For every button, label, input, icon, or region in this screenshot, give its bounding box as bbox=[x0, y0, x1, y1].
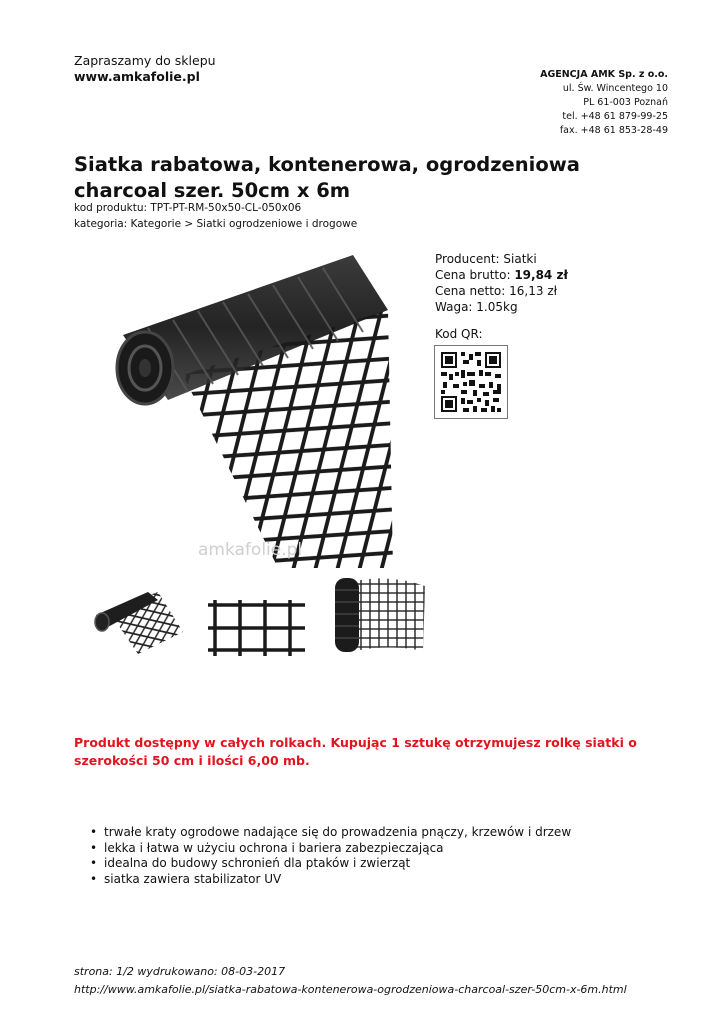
feature-item: • lekka i łatwa w użyciu ochrona i bariera zabezpieczająca bbox=[90, 840, 444, 855]
producer-label: Producent: bbox=[435, 252, 500, 266]
company-fax: fax. +48 61 853-28-49 bbox=[559, 125, 668, 136]
company-name: AGENCJA AMK Sp. z o.o. bbox=[540, 69, 668, 80]
product-thumbnail-2[interactable] bbox=[203, 570, 310, 662]
price-net-row bbox=[435, 283, 568, 299]
feature-item: • idealna do budowy schronień dla ptaków i zwierząt bbox=[90, 856, 411, 870]
product-category: kategoria: Kategorie > Siatki ogrodzeniowe i drogowe bbox=[74, 218, 358, 230]
company-address bbox=[540, 68, 668, 138]
product-info bbox=[435, 251, 568, 315]
qr-label: Kod QR: bbox=[435, 327, 483, 341]
product-main-photo[interactable] bbox=[88, 250, 393, 568]
producer-value: Siatki bbox=[503, 252, 537, 266]
footer-link[interactable]: http://www.amkafolie.pl/siatka-rabatowa-kontenerowa-ogrodzeniowa-charcoal-szer-50cm-x-6m.html bbox=[74, 983, 627, 996]
photo-watermark: amkafolie.pl bbox=[198, 540, 303, 560]
price-gross-row bbox=[435, 267, 568, 283]
product-thumbnail-3[interactable] bbox=[325, 566, 430, 664]
feature-item: • trwałe kraty ogrodowe nadające się do prowadzenia pnączy, krzewów i drzew bbox=[90, 825, 572, 839]
price-gross-value: 19,84 zł bbox=[514, 268, 568, 282]
price-gross-label: Cena brutto: bbox=[435, 268, 511, 282]
shop-intro: Zapraszamy do sklepu bbox=[74, 53, 216, 68]
bullet-icon: • bbox=[90, 871, 98, 886]
weight-label: Waga: bbox=[435, 300, 473, 314]
availability-notice: Produkt dostępny w całych rolkach. Kupując 1 sztukę otrzymujesz rolkę siatki o szerokości 50 cm i ilości 6,00 mb. bbox=[74, 735, 637, 768]
product-thumbnail-1[interactable] bbox=[88, 570, 190, 662]
bullet-icon: • bbox=[90, 840, 98, 855]
company-phone: tel. +48 61 879-99-25 bbox=[562, 111, 668, 122]
feature-item: • siatka zawiera stabilizator UV bbox=[90, 871, 282, 886]
product-code: kod produktu: TPT-PT-RM-50x50-CL-050x06 bbox=[74, 202, 302, 214]
qr-code bbox=[434, 345, 508, 419]
footer-page-info: strona: 1/2 wydrukowano: 08-03-2017 bbox=[74, 965, 286, 978]
price-net-value: 16,13 zł bbox=[509, 284, 558, 298]
company-city: PL 61-003 Poznań bbox=[583, 97, 668, 108]
feature-list bbox=[74, 825, 571, 887]
price-net-label: Cena netto: bbox=[435, 284, 506, 298]
product-title: Siatka rabatowa, kontenerowa, ogrodzeniowa charcoal szer. 50cm x 6m bbox=[74, 153, 580, 202]
bullet-icon: • bbox=[90, 825, 98, 839]
company-street: ul. Św. Wincentego 10 bbox=[562, 83, 668, 94]
weight-value: 1.05kg bbox=[476, 300, 518, 314]
shop-url[interactable]: www.amkafolie.pl bbox=[74, 69, 200, 84]
bullet-icon: • bbox=[90, 856, 98, 870]
weight-row bbox=[435, 299, 568, 315]
producer-row bbox=[435, 251, 568, 267]
